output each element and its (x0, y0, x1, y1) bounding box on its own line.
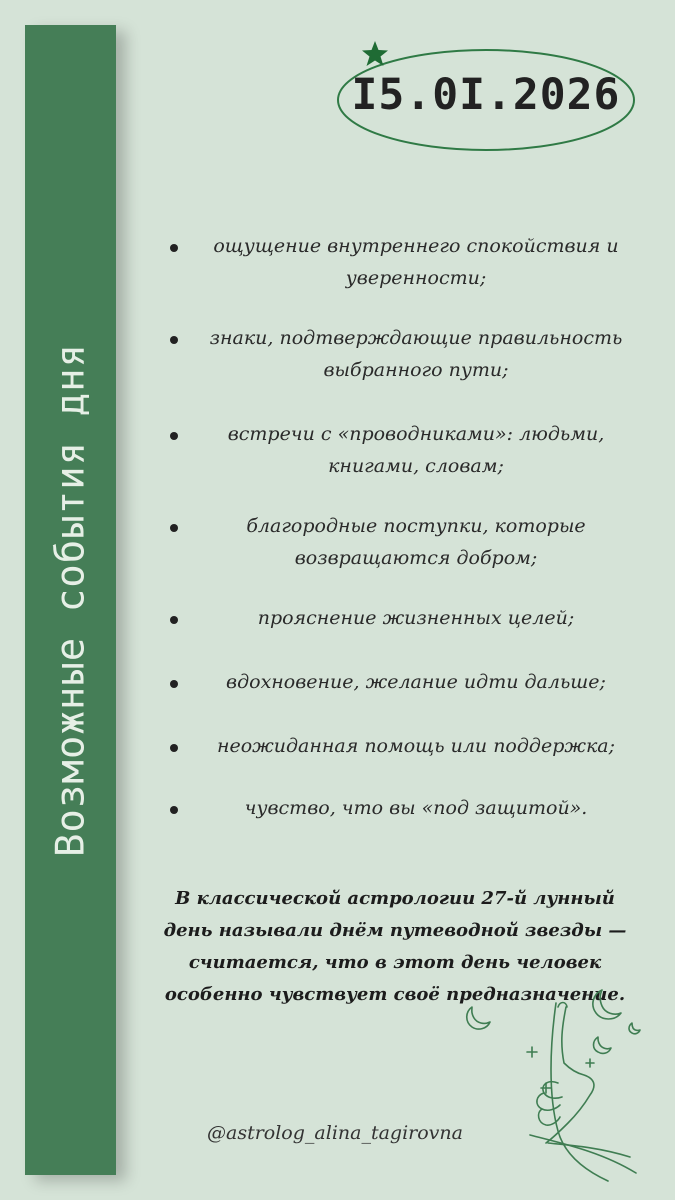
bullet-icon (170, 744, 178, 752)
list-item: встречи с «проводниками»: людьми, книгами, словам; (160, 418, 640, 482)
star-icon (362, 41, 388, 66)
bullet-icon (170, 432, 178, 440)
bullet-icon (170, 524, 178, 532)
crescent-moon-icon (467, 1007, 490, 1029)
instagram-handle: @astrolog_alina_tagirovna (207, 1122, 463, 1144)
date-badge (330, 38, 642, 160)
crescent-moon-icon (593, 990, 621, 1019)
quote-text: В классической астрологии 27-й лунный день называли днём путеводной звезды — считается, что в этот день человек особенно чувствует своё предназначение. (163, 888, 627, 1005)
bullet-icon (170, 336, 178, 344)
date-text: I5.0I.2026 (351, 70, 621, 120)
bullet-icon (170, 244, 178, 252)
sidebar-panel (25, 25, 116, 1175)
list-item: неожиданная помощь или поддержка; (160, 730, 640, 762)
crescent-moon-icon (594, 1037, 612, 1053)
list-item: чувство, что вы «под защитой». (160, 792, 640, 824)
list-item: прояснение жизненных целей; (160, 602, 640, 634)
list-item: вдохновение, желание идти дальше; (160, 666, 640, 698)
bullet-icon (170, 806, 178, 814)
list-item: ощущение внутреннего спокойствия и уверенности; (160, 230, 640, 294)
bullet-icon (170, 680, 178, 688)
bullet-icon (170, 616, 178, 624)
list-item: знаки, подтверждающие правильность выбранного пути; (160, 322, 640, 386)
crescent-moon-icon (629, 1023, 640, 1034)
hand-illustration (450, 985, 650, 1185)
side-title: Возможные события дня (48, 342, 93, 858)
list-item: благородные поступки, которые возвращаются добром; (160, 510, 640, 574)
